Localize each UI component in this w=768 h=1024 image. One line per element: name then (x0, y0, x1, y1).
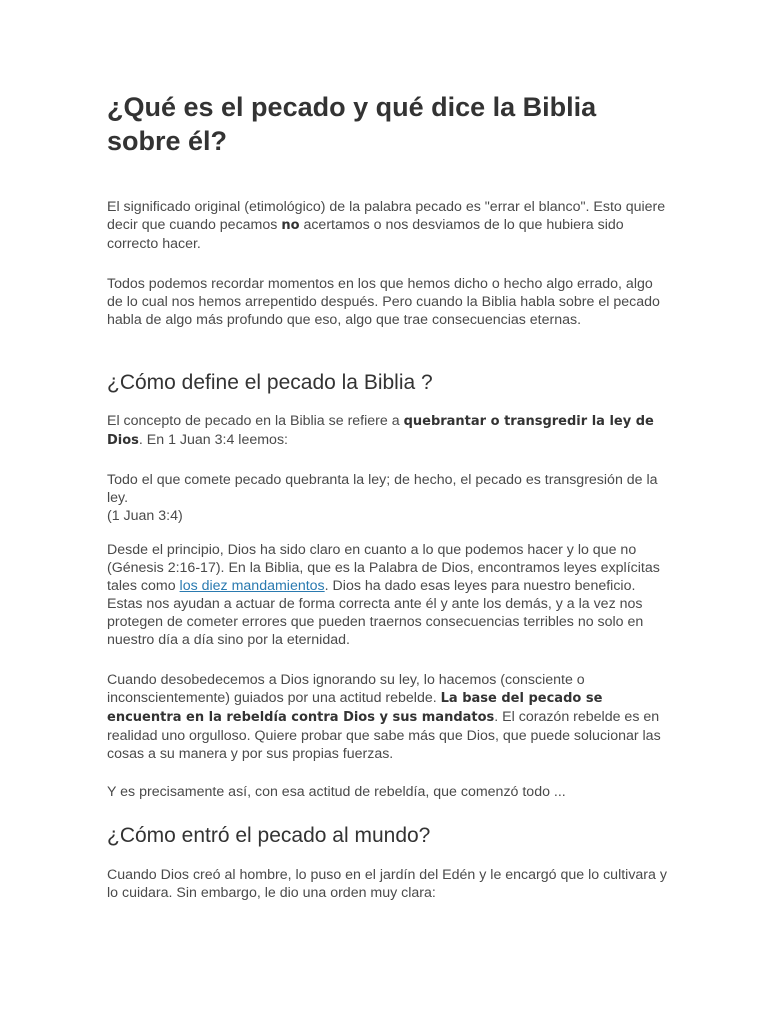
bible-quote-text: Todo el que comete pecado quebranta la ley; de hecho, el pecado es transgresión de la ley. (107, 472, 658, 506)
intro-p1-text-b: acertamos o nos desviamos de lo que hubiera sido correcto hacer. (107, 217, 624, 252)
define-paragraph-4: Y es precisamente así, con esa actitud de rebeldía, que comenzó todo ... (107, 784, 566, 800)
define-p2-text-b: . Dios ha dado esas leyes para nuestro beneficio. Estas nos ayudan a actuar de forma correcta ante él y ante los demás, y a la vez nos protegen de cometer errores que pueden traernos consecuencias terribles no solo en nuestro día a día sino por la eternidad. (107, 578, 644, 648)
define-paragraph-2 (107, 541, 667, 649)
diez-mandamientos-link[interactable]: los diez mandamientos (179, 578, 325, 594)
define-paragraph-1 (107, 412, 667, 450)
define-paragraph-3 (107, 671, 667, 763)
bible-quote (107, 471, 667, 525)
intro-paragraph-1 (107, 198, 667, 253)
define-p3-text-b: . El corazón rebelde es en realidad uno orgulloso. Quiere probar que sabe más que Dios, que puede solucionar las cosas a su manera y por sus propias fuerzas. (107, 709, 661, 762)
intro-p1-text-a: El significado original (etimológico) de la palabra pecado es "errar el blanco". Esto quiere decir que cuando pecamos (107, 199, 666, 233)
entry-paragraph-1: Cuando Dios creó al hombre, lo puso en el jardín del Edén y le encargó que lo cultivara y lo cuidara. Sin embargo, le dio una orden muy clara: (107, 867, 667, 901)
define-p1-bold: quebrantar o transgredir la ley de Dios (107, 414, 654, 448)
intro-paragraph-2: Todos podemos recordar momentos en los que hemos dicho o hecho algo errado, algo de lo cual nos hemos arrepentido después. Pero cuando la Biblia habla sobre el pecado habla de algo más profundo que eso, algo que trae consecuencias eternas. (107, 276, 660, 328)
define-p3-bold: La base del pecado se encuentra en la rebeldía contra Dios y sus mandatos (107, 691, 603, 725)
page-title: ¿Qué es el pecado y qué dice la Biblia sobre él? (107, 92, 597, 156)
section-heading-define: ¿Cómo define el pecado la Biblia ? (107, 371, 433, 394)
section-heading-entry: ¿Cómo entró el pecado al mundo? (107, 824, 431, 847)
define-p2-text-a: Desde el principio, Dios ha sido claro en cuanto a lo que podemos hacer y lo que no (Génesis 2:16-17). En la Biblia, que es la Palabra de Dios, encontramos leyes explícitas tales como (107, 542, 660, 594)
intro-p1-bold: no (281, 218, 300, 233)
bible-quote-reference: (1 Juan 3:4) (107, 508, 183, 524)
define-p3-text-a: Cuando desobedecemos a Dios ignorando su ley, lo hacemos (consciente o inconscientemente) guiados por una actitud rebelde. (107, 672, 585, 706)
define-p1-text-a: El concepto de pecado en la Biblia se refiere a (107, 413, 404, 429)
define-p1-text-b: . En 1 Juan 3:4 leemos: (138, 432, 288, 448)
